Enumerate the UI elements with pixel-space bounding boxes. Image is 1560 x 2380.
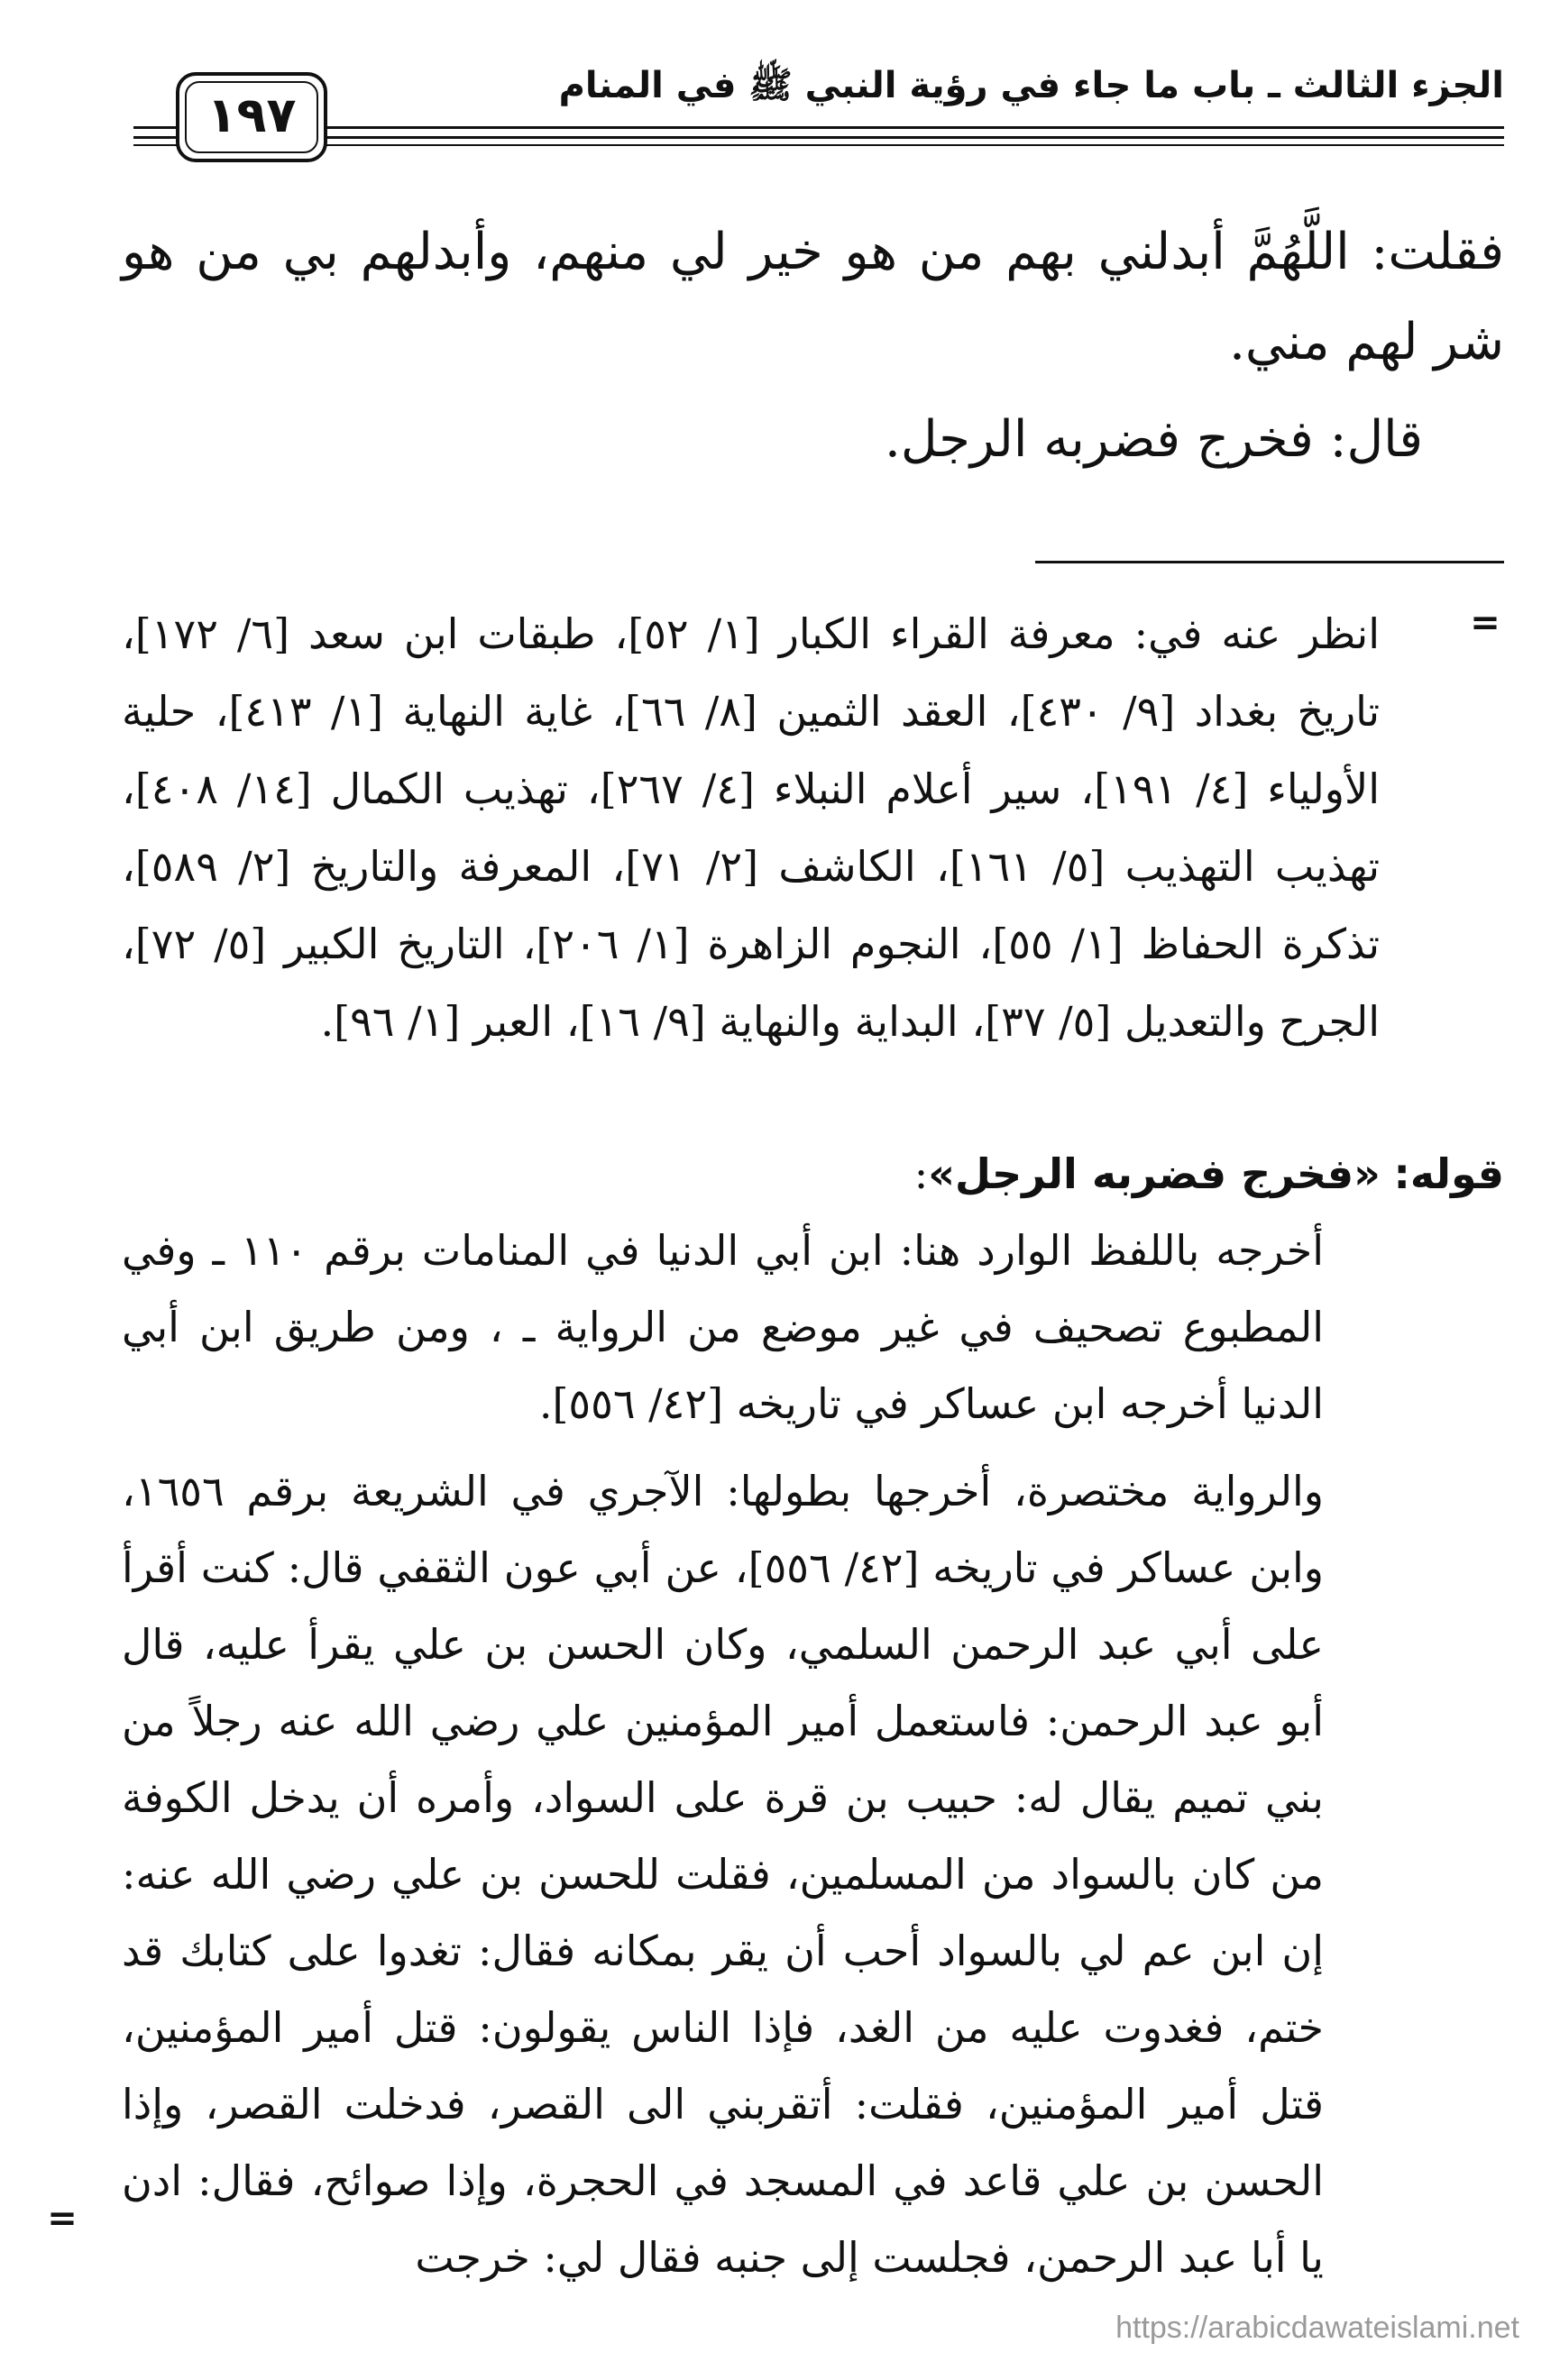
commentary-paragraph: والرواية مختصرة، أخرجها بطولها: الآجري في الشريعة برقم ١٦٥٦، وابن عساكر في تاريخه [٤٢/ ٥٥٦]، عن أبي عون الثقفي قال: كنت أقرأ على أبي عبد الرحمن السلمي، وكان الحسن بن علي يقرأ عليه، قال أبو عبد الرحمن: فاستعمل أمير المؤمنين علي رضي الله عنه رجلاً من بني تميم يقال له: حبيب بن قرة على السواد، وأمره أن يدخل الكوفة من كان بالسواد من المسلمين، فقلت للحسن بن علي رضي الله عنه: إن ابن عم لي بالسواد أحب أن يقر بمكانه فقال: تغدوا على كتابك قد ختم، فغدوت عليه من الغد، فإذا الناس يقولون: قتل أمير المؤمنين، قتل أمير المؤمنين، فقلت: أتقربني الى القصر، فدخلت القصر، وإذا الحسن بن علي قاعد في المسجد في الحجرة، وإذا صوائح، فقال: ادن يا أبا عبد الرحمن، فجلست إلى جنبه فقال لي: خرجت bbox=[122, 1467, 1325, 2282]
page-number-frame bbox=[176, 72, 327, 162]
header-rule bbox=[133, 136, 1504, 139]
page-continuation-marker: = bbox=[47, 2198, 78, 2239]
footnote-text: انظر عنه في: معرفة القراء الكبار [١/ ٥٢]، طبقات ابن سعد [٦/ ١٧٢]، تاريخ بغداد [٩/ ٤٣٠]، العقد الثمين [٨/ ٦٦]، غاية النهاية [١/ ٤١٣]، حلية الأولياء [٤/ ١٩١]، سير أعلام النبلاء [٤/ ٢٦٧]، تهذيب الكمال [١٤/ ٤٠٨]، تهذيب التهذيب [٥/ ١٦١]، الكاشف [٢/ ٧١]، المعرفة والتاريخ [٢/ ٥٨٩]، تذكرة الحفاظ [١/ ٥٥]، النجوم الزاهرة [١/ ٢٠٦]، التاريخ الكبير [٥/ ٧٢]، الجرح والتعديل [٥/ ٣٧]، البداية والنهاية [٩/ ١٦]، العبر [١/ ٩٦]. bbox=[122, 609, 1381, 1046]
commentary-label: قوله: bbox=[1393, 1149, 1504, 1198]
main-text bbox=[122, 207, 1504, 485]
watermark-url: https://arabicdawateislami.net bbox=[1115, 2311, 1519, 2345]
commentary bbox=[122, 1136, 1504, 2296]
footnote-continuation-marker: = bbox=[1470, 602, 1500, 644]
commentary-quote: «فخرج فضربه الرجل» bbox=[928, 1149, 1381, 1198]
main-paragraph: قال: فخرج فضربه الرجل. bbox=[885, 410, 1423, 469]
commentary-heading bbox=[122, 1136, 1504, 1213]
running-title: الجزء الثالث ـ باب ما جاء في رؤية النبي ﷺ في المنام bbox=[558, 65, 1504, 106]
main-paragraph: فقلت: اللَّهُمَّ أبدلني بهم من هو خير لي منهم، وأبدلهم بي من هو شر لهم مني. bbox=[122, 223, 1504, 371]
header-rule bbox=[133, 126, 1504, 129]
commentary-paragraph: أخرجه باللفظ الوارد هنا: ابن أبي الدنيا في المنامات برقم ١١٠ ـ وفي المطبوع تصحيف في غير موضع من الرواية ـ ، ومن طريق ابن أبي الدنيا أخرجه ابن عساكر في تاريخه [٤٢/ ٥٥٦]. bbox=[122, 1226, 1324, 1428]
page-number: ١٩٧ bbox=[206, 87, 297, 143]
footnote-divider bbox=[1035, 561, 1504, 563]
header-rule bbox=[133, 144, 1504, 146]
commentary-quote-suffix: : bbox=[913, 1149, 929, 1198]
